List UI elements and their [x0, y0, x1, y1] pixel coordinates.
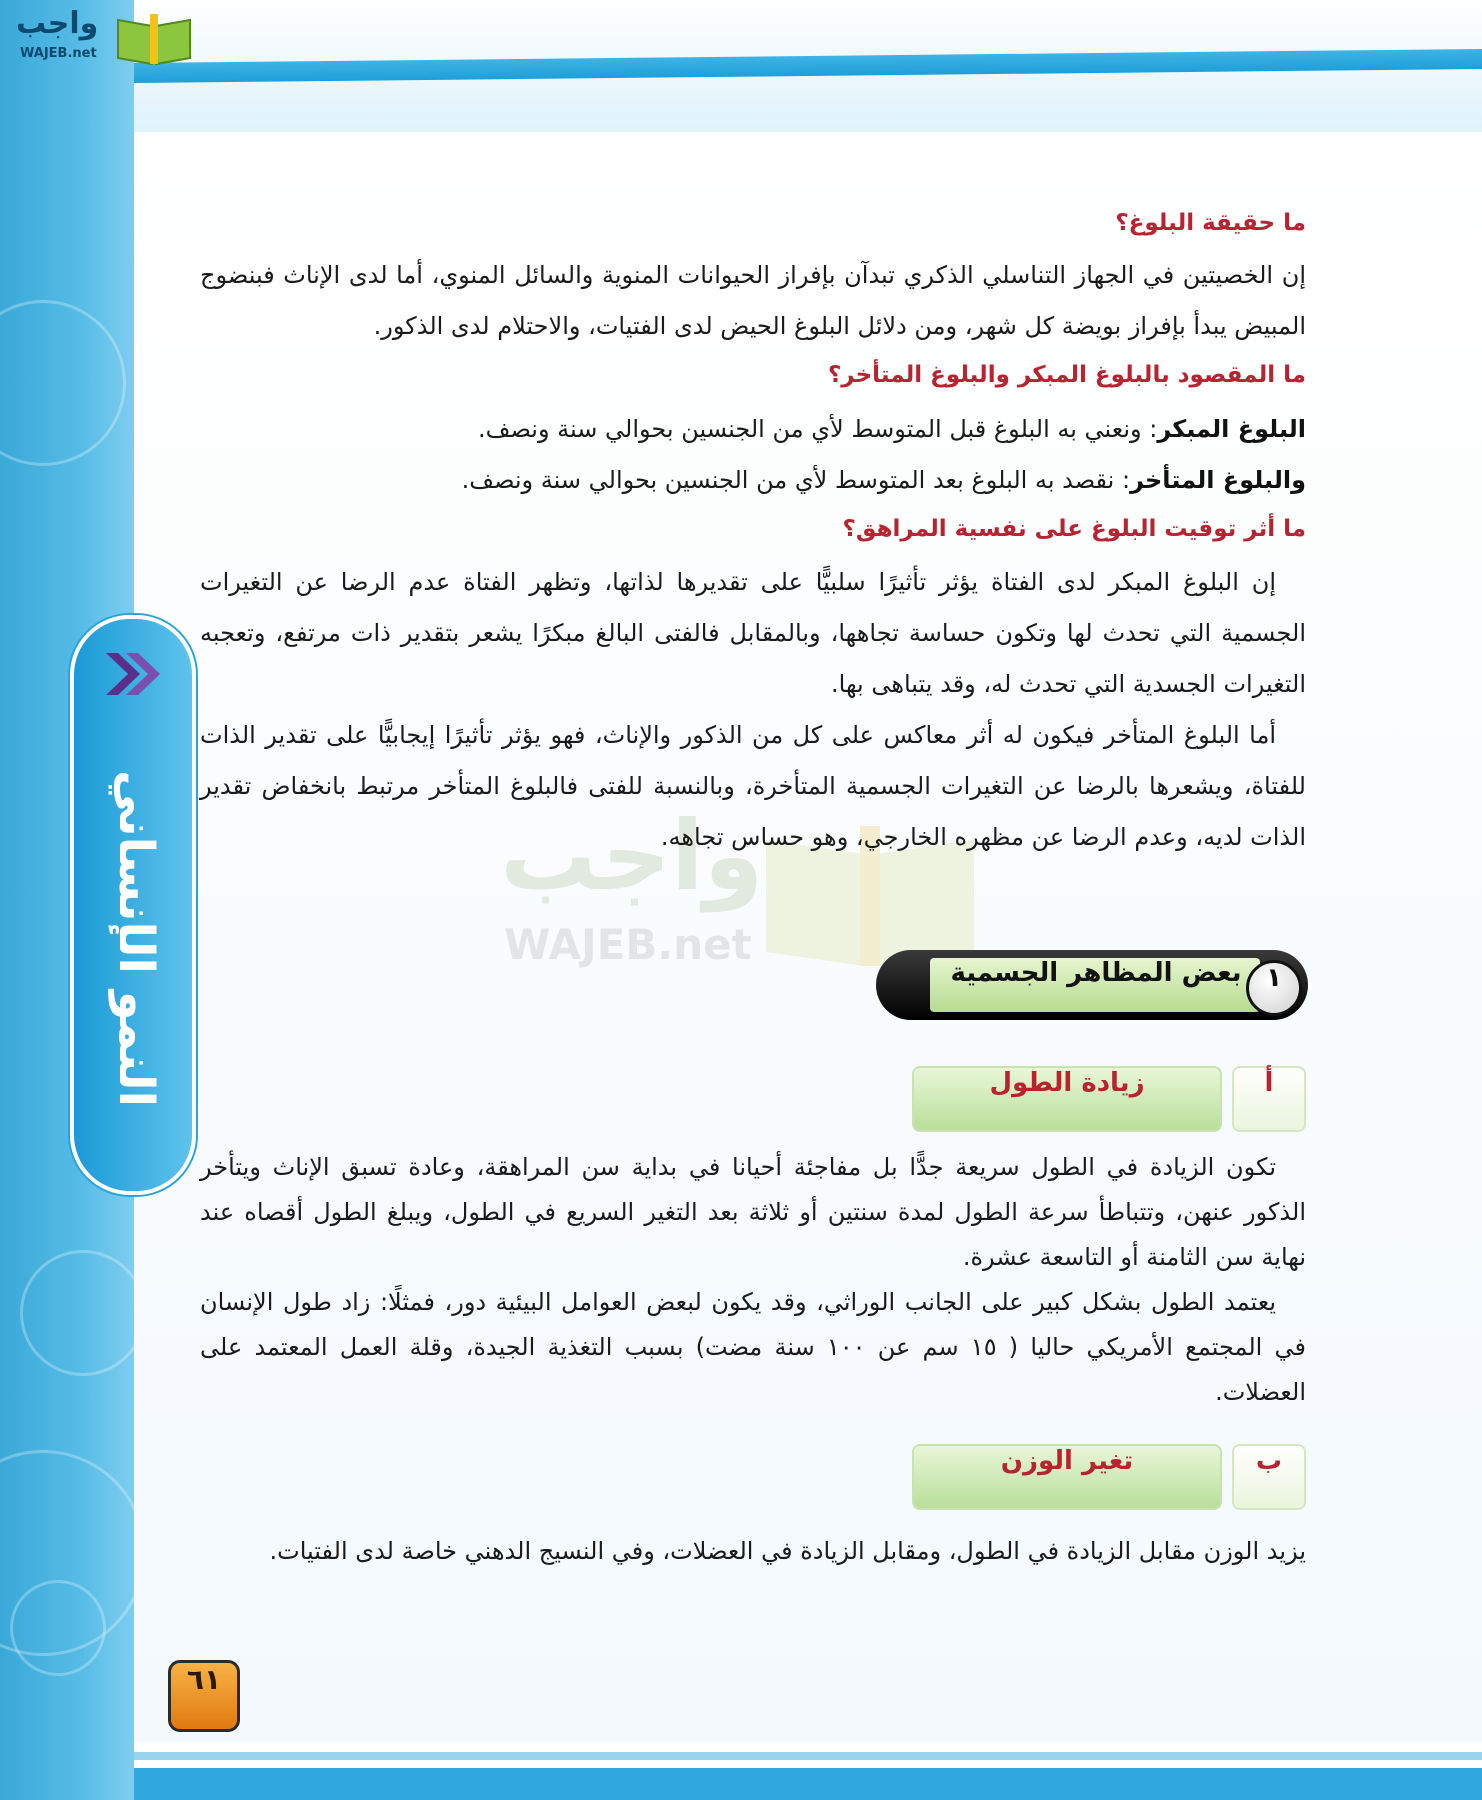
- chapter-title: النمو الإنساني: [108, 770, 164, 1108]
- puberty-reality-paragraph: إن الخصيتين في الجهاز التناسلي الذكري تبدآن بإفراز الحيوانات المنوية والسائل المنوي، أما لدى الإناث فبنضوج المبيض يبدأ بإفراز بويضة كل شهر، ومن دلائل البلوغ الحيض لدى الفتيات، والاحتلام لدى الذكور.: [200, 261, 1306, 340]
- watermark-english-text: WAJEB.net: [504, 920, 752, 969]
- bottom-blue-band: [134, 1768, 1482, 1800]
- book-icon: [114, 10, 194, 66]
- wajeb-logo[interactable]: [8, 6, 188, 66]
- subheading-height-increase: زيادة الطول: [912, 1066, 1222, 1132]
- bottom-light-line: [134, 1752, 1482, 1760]
- early-puberty-line: [200, 404, 1306, 455]
- early-puberty-term: البلوغ المبكر: [1157, 415, 1306, 443]
- late-puberty-definition: : نقصد به البلوغ بعد المتوسط لأي من الجنسين بحوالي سنة ونصف.: [461, 466, 1131, 494]
- question-early-late-puberty: ما المقصود بالبلوغ المبكر والبلوغ المتأخر؟: [827, 362, 1306, 388]
- height-paragraph-1: تكون الزيادة في الطول سريعة جدًّا بل مفاجئة أحيانا في بداية سن المراهقة، وعادة تسبق الإناث ويتأخر الذكور عنهن، وتتباطأ سرعة الطول لمدة سنتين أو ثلاثة بعد التغير السريع في الطول، ويبلغ الطول أقصاه عند نهاية سن الثامنة أو التاسعة عشرة.: [200, 1153, 1306, 1271]
- logo-english-text: WAJEB.net: [20, 46, 97, 61]
- logo-arabic-text: واجب: [16, 6, 99, 41]
- early-puberty-definition: : ونعني به البلوغ قبل المتوسط لأي من الجنسين بحوالي سنة ونصف.: [477, 415, 1158, 443]
- timing-effect-paragraph-1: إن البلوغ المبكر لدى الفتاة يؤثر تأثيرًا سلبيًّا على تقديرها لذاتها، وتظهر الفتاة عدم الرضا عن التغيرات الجسمية التي تحدث لها وتكون حساسة تجاهها، وبالمقابل فالفتى البالغ مبكرًا يشعر بتقدير ذات مرتفع، وتعجبه التغيرات الجسدية التي تحدث له، وقد يتباهى بها.: [200, 568, 1306, 698]
- question-puberty-timing-effect: ما أثر توقيت البلوغ على نفسية المراهق؟: [842, 516, 1306, 542]
- timing-effect-paragraph-2: أما البلوغ المتأخر فيكون له أثر معاكس على كل من الذكور والإناث، فهو يؤثر تأثيرًا إيجابيًّا على تقدير الذات للفتاة، ويشعرها بالرضا عن التغيرات الجسمية المتأخرة، وبالنسبة للفتى فالبلوغ المتأخر مرتبط بانخفاض تقدير الذات لديه، وعدم الرضا عن مظهره الخارجي، وهو حساس تجاهه.: [200, 721, 1306, 851]
- height-paragraph-2: يعتمد الطول بشكل كبير على الجانب الوراثي، وقد يكون لبعض العوامل البيئية دور، فمثلًا: زاد طول الإنسان في المجتمع الأمريكي حاليا ( ١٥ سم عن ١٠٠ سنة مضت) بسبب التغذية الجيدة، وقلة العمل المعتمد على العضلات.: [200, 1288, 1306, 1406]
- section-banner: [876, 950, 1308, 1020]
- double-chevron-icon: [102, 649, 164, 699]
- question-puberty-reality: ما حقيقة البلوغ؟: [1115, 210, 1306, 236]
- weight-paragraph: يزيد الوزن مقابل الزيادة في الطول، ومقابل الزيادة في العضلات، وفي النسيج الدهني خاصة لدى الفتيات.: [269, 1537, 1306, 1565]
- late-puberty-term: والبلوغ المتأخر: [1130, 466, 1306, 494]
- subheading-weight-change: تغير الوزن: [912, 1444, 1222, 1510]
- chapter-tab: [70, 615, 196, 1195]
- watermark-arabic-text: واجب: [500, 800, 764, 912]
- late-puberty-line: [200, 455, 1306, 506]
- page-number-badge: ٦١: [168, 1660, 240, 1732]
- subheading-letter-a: أ: [1232, 1066, 1306, 1132]
- section-title: بعض المظاهر الجسمية: [950, 958, 1242, 988]
- subheading-letter-b: ب: [1232, 1444, 1306, 1510]
- section-number: ١: [1246, 960, 1302, 1016]
